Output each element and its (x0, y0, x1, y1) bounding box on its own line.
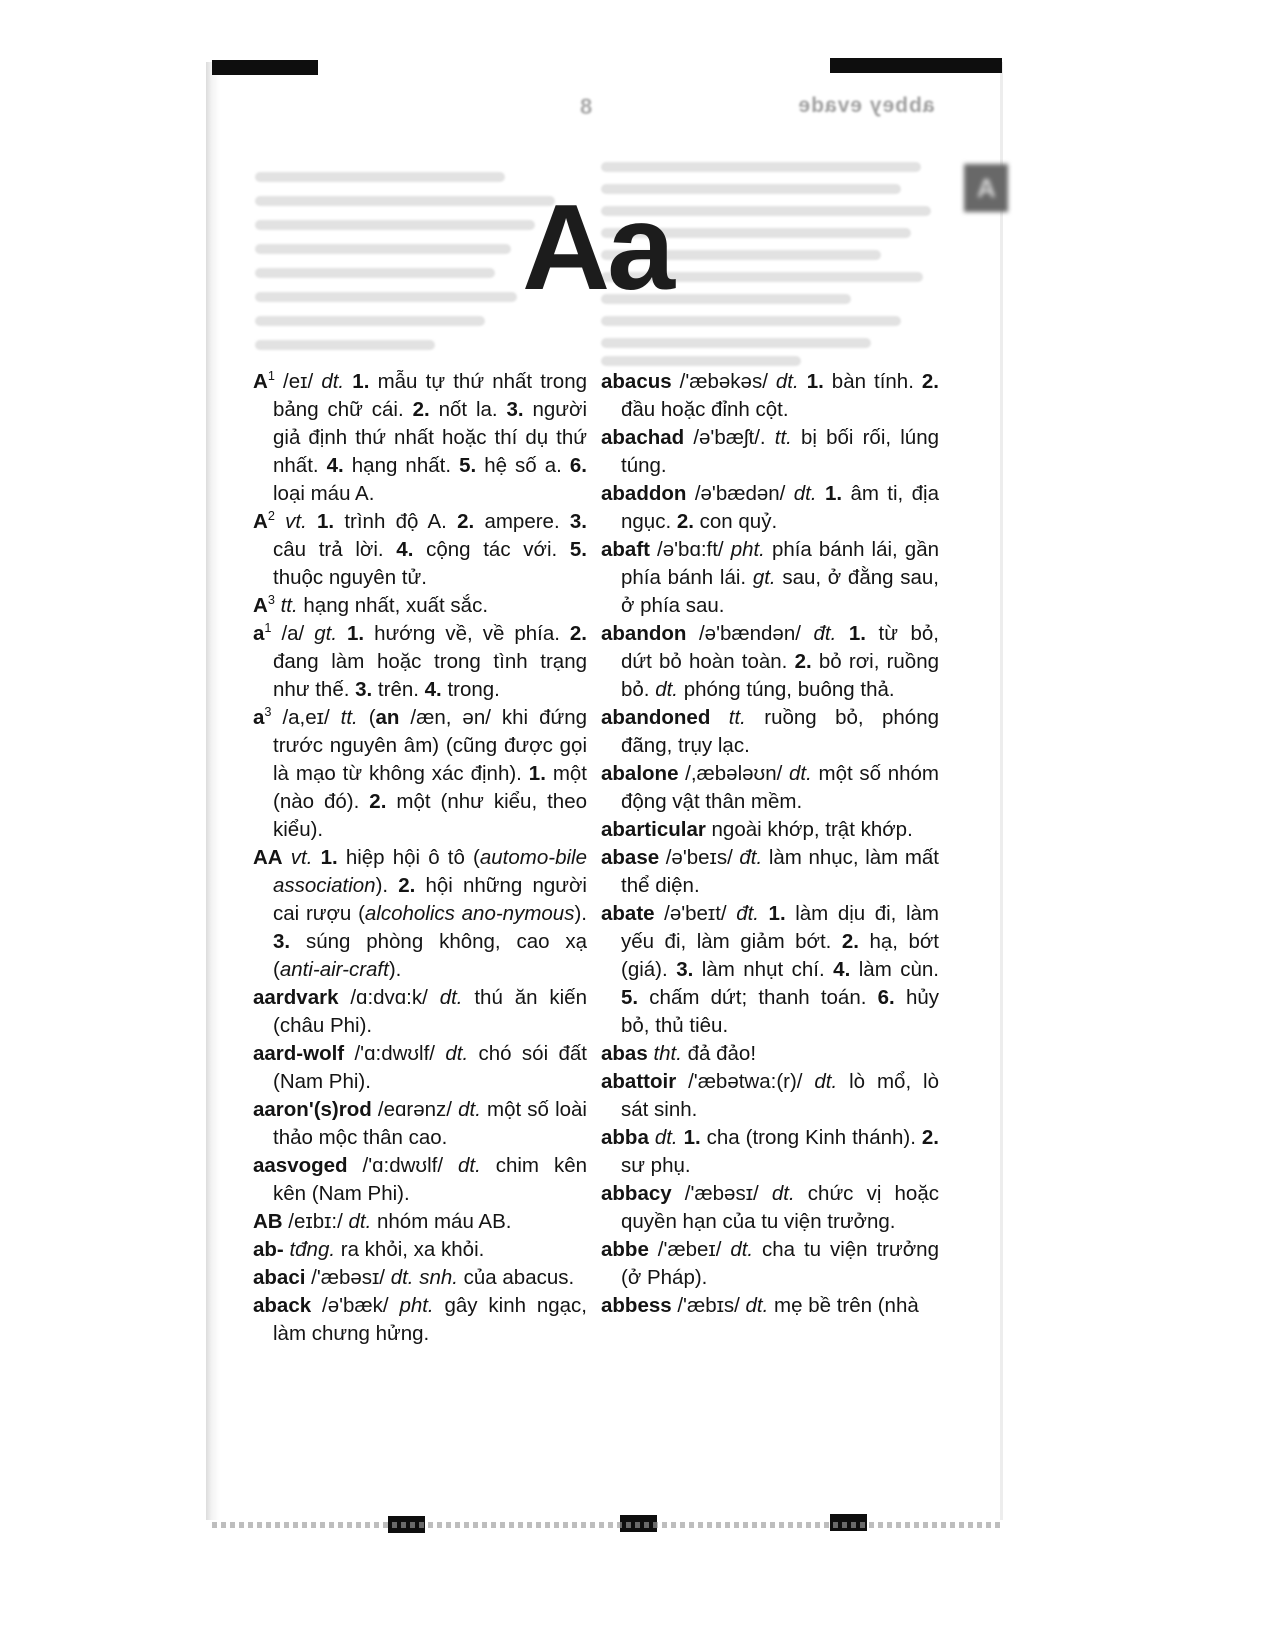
bleedthrough-line (601, 338, 871, 348)
bleedthrough-page-number: 8 (580, 94, 593, 119)
dictionary-left-column (253, 368, 587, 1348)
scan-registration-mark (830, 58, 1002, 73)
dictionary-entry: AA vt. 1. hiệp hội ô tô (automo-bile association). 2. hội những người cai rượu (alcoholics ano-nymous). 3. súng phòng không, cao xạ (anti-air-craft). (253, 846, 587, 981)
dictionary-entry: abase /ə'beɪs/ đt. làm nhục, làm mất thể diện. (601, 846, 939, 897)
bleedthrough-running-header: abbey evade (797, 94, 935, 117)
dictionary-entry: aard-wolf /'ɑ:dwʊlf/ dt. chó sói đất (Nam Phi). (253, 1042, 587, 1093)
dictionary-entry: $A^1$ /eɪ/ dt. 1. mẫu tự thứ nhất trong bảng chữ cái. 2. nốt la. 3. người giả định thứ nhất hoặc thí dụ thứ nhất. 4. hạng nhất. 5. hệ số a. 6. loại máu A. (253, 368, 588, 505)
dictionary-entry: abarticular ngoài khớp, trật khớp. (601, 818, 913, 841)
bleedthrough-line (255, 220, 535, 230)
dictionary-entry: abaddon /ə'bædən/ dt. 1. âm ti, địa ngục. 2. con quỷ. (601, 482, 939, 533)
dictionary-entry: abba dt. 1. cha (trong Kinh thánh). 2. sư phụ. (601, 1126, 939, 1177)
bleedthrough-line (255, 340, 435, 350)
dictionary-entry: abbess /'æbɪs/ dt. mẹ bề trên (nhà (601, 1294, 919, 1317)
dictionary-entry: abaft /ə'bɑ:ft/ pht. phía bánh lái, gần phía bánh lái. gt. sau, ở đằng sau, ở phía sau. (601, 538, 939, 617)
bleedthrough-line (255, 292, 517, 302)
dictionary-entry: abattoir /'æbətwa:(r)/ dt. lò mổ, lò sát sinh. (601, 1070, 939, 1121)
dictionary-entry: abachad /ə'bæʃt/. tt. bị bối rối, lúng túng. (601, 426, 939, 477)
dictionary-entry: abbacy /'æbəsɪ/ dt. chức vị hoặc quyền hạn của tu viện trưởng. (601, 1182, 939, 1233)
dictionary-entry: abandon /ə'bændən/ đt. 1. từ bỏ, dứt bỏ hoàn toàn. 2. bỏ rơi, ruồng bỏ. dt. phóng túng, buông thả. (601, 622, 940, 701)
dictionary-entry: $A^3$ tt. hạng nhất, xuất sắc. (253, 592, 489, 617)
page-edge-shadow (206, 62, 220, 1520)
section-letter-heading: Aa (522, 179, 672, 315)
scan-dotted-strip (212, 1522, 1002, 1528)
bleedthrough-line (255, 172, 505, 182)
dictionary-entry: AB /eɪbɪ:/ dt. nhóm máu AB. (253, 1210, 512, 1233)
dictionary-entry: $A^2$ vt. 1. trình độ A. 2. ampere. 3. câu trả lời. 4. cộng tác với. 5. thuộc nguyên tử. (253, 508, 588, 589)
thumb-index-letter: A (976, 172, 996, 203)
dictionary-entry: abaci /'æbəsɪ/ dt. snh. của abacus. (253, 1266, 575, 1289)
bleedthrough-line (601, 162, 921, 172)
dictionary-entry: abandoned tt. ruồng bỏ, phóng đãng, trụy lạc. (601, 706, 939, 757)
page-edge-line (1000, 62, 1003, 1520)
dictionary-entry: aaron'(s)rod /eɑrənz/ dt. một số loài thảo mộc thân cao. (253, 1098, 587, 1149)
dictionary-entry: aback /ə'bæk/ pht. gây kinh ngạc, làm chưng hửng. (253, 1294, 587, 1345)
dictionary-entry: aasvoged /'ɑ:dwʊlf/ dt. chim kên kên (Nam Phi). (253, 1154, 587, 1205)
bleedthrough-line (601, 316, 901, 326)
dictionary-entry: abacus /'æbəkəs/ dt. 1. bàn tính. 2. đầu hoặc đỉnh cột. (601, 370, 939, 421)
dictionary-right-column (601, 368, 939, 1320)
dictionary-entry: aardvark /ɑ:dvɑ:k/ dt. thú ăn kiến (châu Phi). (253, 986, 587, 1037)
bleedthrough-line (601, 356, 801, 366)
thumb-index-tab (964, 164, 1008, 212)
bleedthrough-line (255, 244, 511, 254)
dictionary-entry: abas tht. đả đảo! (601, 1042, 757, 1065)
dictionary-entry: ab- tđng. ra khỏi, xa khỏi. (253, 1238, 485, 1261)
dictionary-entry: abate /ə'beɪt/ đt. 1. làm dịu đi, làm yếu đi, làm giảm bớt. 2. hạ, bớt (giá). 3. làm nhụt chí. 4. làm cùn. 5. chấm dứt; thanh toán. 6. hủy bỏ, thủ tiêu. (601, 902, 940, 1037)
bleedthrough-line (255, 196, 555, 206)
bleedthrough-line (255, 316, 485, 326)
bleedthrough-line (255, 268, 495, 278)
dictionary-entry: $a^1$ /a/ gt. 1. hướng về, về phía. 2. đang làm hoặc trong tình trạng như thế. 3. trên. 4. trong. (253, 620, 588, 701)
scan-registration-mark (212, 60, 318, 75)
dictionary-entry: abalone /,æbələʊn/ dt. một số nhóm động vật thân mềm. (601, 762, 939, 813)
dictionary-entry: $a^3$ /a,eɪ/ tt. (an /æn, ən/ khi đứng trước nguyên âm) (cũng được gọi là mạo từ không xác định). 1. một (nào đó). 2. một (như kiểu, theo kiểu). (253, 704, 588, 841)
dictionary-entry: abbe /'æbeɪ/ dt. cha tu viện trưởng (ở Pháp). (601, 1238, 939, 1289)
